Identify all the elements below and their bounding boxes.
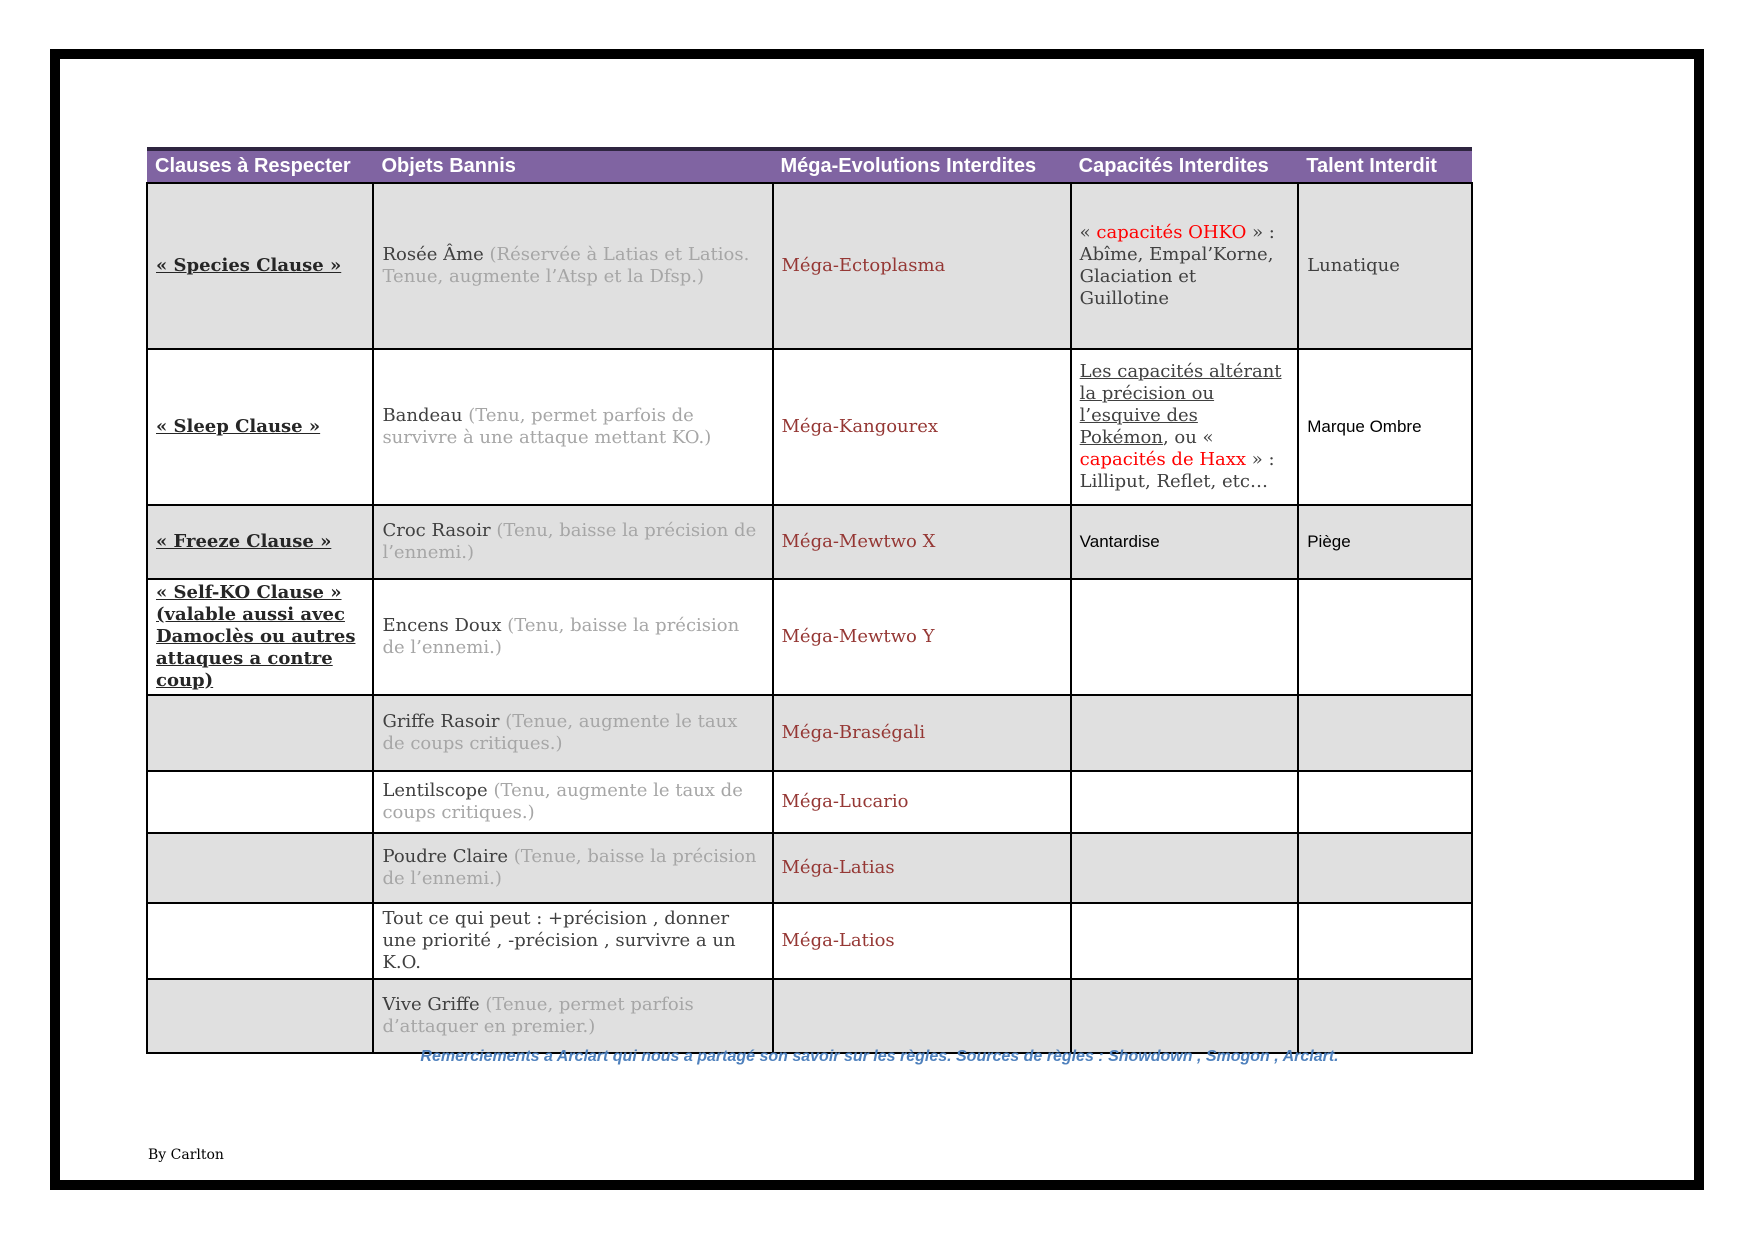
talent-text: Marque Ombre bbox=[1307, 417, 1422, 436]
capacite-highlight: capacités OHKO bbox=[1096, 222, 1247, 243]
objet-name: Tout ce qui peut : +précision , donner une priorité , -précision , survivre a un K.O. bbox=[382, 908, 736, 973]
objet-name: Encens Doux bbox=[382, 615, 502, 636]
mega-text: Méga-Braségali bbox=[781, 722, 926, 743]
header-mega: Méga-Evolutions Interdites bbox=[773, 149, 1071, 183]
objet-name: Griffe Rasoir bbox=[382, 711, 500, 732]
talent-cell bbox=[1298, 349, 1472, 505]
objet-cell bbox=[373, 695, 772, 771]
objet-note: (Tenue, permet parfois d’attaquer en premier.) bbox=[382, 994, 694, 1037]
table-row bbox=[147, 771, 1472, 833]
clause-cell bbox=[147, 349, 373, 505]
objet-cell bbox=[373, 349, 772, 505]
objet-cell bbox=[373, 579, 772, 695]
capacite-cell bbox=[1071, 979, 1299, 1053]
capacite-cell bbox=[1071, 183, 1299, 349]
capacite-highlight: capacités de Haxx bbox=[1079, 449, 1247, 470]
objet-name: Bandeau bbox=[382, 405, 463, 426]
capacite-text-a: « bbox=[1079, 222, 1097, 243]
mega-text: Méga-Latios bbox=[781, 930, 895, 951]
mega-cell bbox=[773, 505, 1071, 579]
talent-cell bbox=[1298, 903, 1472, 979]
header-talent: Talent Interdit bbox=[1298, 149, 1472, 183]
table-row bbox=[147, 505, 1472, 579]
table-row bbox=[147, 903, 1472, 979]
capacite-text-b: , ou « bbox=[1162, 427, 1214, 448]
capacite-cell bbox=[1071, 349, 1299, 505]
capacite-cell bbox=[1071, 833, 1299, 903]
mega-cell bbox=[773, 833, 1071, 903]
talent-cell bbox=[1298, 979, 1472, 1053]
mega-cell bbox=[773, 771, 1071, 833]
table-row bbox=[147, 183, 1472, 349]
talent-cell bbox=[1298, 695, 1472, 771]
mega-text: Méga-Mewtwo X bbox=[781, 531, 936, 552]
clause-cell bbox=[147, 695, 373, 771]
objet-note: (Tenu, baisse la précision de l’ennemi.) bbox=[382, 615, 740, 658]
capacite-cell bbox=[1071, 903, 1299, 979]
objet-name: Rosée Âme bbox=[382, 244, 484, 265]
capacite-cell bbox=[1071, 771, 1299, 833]
objet-note: (Réservée à Latias et Latios. Tenue, augmente l’Atsp et la Dfsp.) bbox=[382, 244, 750, 287]
mega-cell bbox=[773, 579, 1071, 695]
objet-name: Croc Rasoir bbox=[382, 520, 491, 541]
objet-cell bbox=[373, 979, 772, 1053]
talent-cell bbox=[1298, 833, 1472, 903]
talent-cell bbox=[1298, 183, 1472, 349]
clause-cell bbox=[147, 579, 373, 695]
talent-cell bbox=[1298, 771, 1472, 833]
objet-cell bbox=[373, 505, 772, 579]
capacite-text: Vantardise bbox=[1079, 532, 1160, 551]
clause-cell bbox=[147, 183, 373, 349]
clause-text: « Self-KO Clause » (valable aussi avec Damoclès ou autres attaques a contre coup) bbox=[156, 582, 356, 691]
mega-text: Méga-Lucario bbox=[781, 791, 909, 812]
table-row bbox=[147, 833, 1472, 903]
objet-note: (Tenue, augmente le taux de coups critiques.) bbox=[382, 711, 738, 754]
clause-text: « Freeze Clause » bbox=[156, 531, 332, 552]
talent-cell bbox=[1298, 579, 1472, 695]
objet-name: Vive Griffe bbox=[382, 994, 480, 1015]
capacite-cell bbox=[1071, 505, 1299, 579]
objet-cell bbox=[373, 903, 772, 979]
talent-text: Piège bbox=[1307, 532, 1351, 551]
mega-cell bbox=[773, 349, 1071, 505]
clause-cell bbox=[147, 979, 373, 1053]
table-row bbox=[147, 695, 1472, 771]
table-row bbox=[147, 349, 1472, 505]
header-clauses: Clauses à Respecter bbox=[147, 149, 373, 183]
mega-cell bbox=[773, 903, 1071, 979]
clause-text: « Species Clause » bbox=[156, 255, 342, 276]
table-row bbox=[147, 979, 1472, 1053]
author-byline: By Carlton bbox=[148, 1147, 224, 1163]
capacite-text-d: » : Lilliput, Reflet, etc… bbox=[1079, 449, 1275, 492]
rules-table bbox=[146, 147, 1473, 1054]
mega-cell bbox=[773, 979, 1071, 1053]
objet-note: (Tenu, baisse la précision de l’ennemi.) bbox=[382, 520, 757, 563]
mega-text: Méga-Ectoplasma bbox=[781, 255, 946, 276]
objet-cell bbox=[373, 771, 772, 833]
objet-name: Poudre Claire bbox=[382, 846, 509, 867]
acknowledgement-text: Remerciements a Arclart qui nous a partagé son savoir sur les règles. Sources de règles : Showdown , Smogon , Arclart. bbox=[420, 1048, 1339, 1065]
header-capacites: Capacités Interdites bbox=[1071, 149, 1299, 183]
clause-cell bbox=[147, 903, 373, 979]
table-row bbox=[147, 579, 1472, 695]
mega-cell bbox=[773, 183, 1071, 349]
mega-text: Méga-Kangourex bbox=[781, 416, 939, 437]
objet-note: (Tenu, permet parfois de survivre à une attaque mettant KO.) bbox=[382, 405, 712, 448]
clause-cell bbox=[147, 505, 373, 579]
talent-cell bbox=[1298, 505, 1472, 579]
mega-cell bbox=[773, 695, 1071, 771]
objet-name: Lentilscope bbox=[382, 780, 488, 801]
capacite-text-c: » : Abîme, Empal’Korne, Glaciation et Guillotine bbox=[1079, 222, 1275, 309]
capacite-cell bbox=[1071, 695, 1299, 771]
objet-note: (Tenue, baisse la précision de l’ennemi.) bbox=[382, 846, 757, 889]
clause-text: « Sleep Clause » bbox=[156, 416, 321, 437]
clause-cell bbox=[147, 833, 373, 903]
clause-cell bbox=[147, 771, 373, 833]
mega-text: Méga-Mewtwo Y bbox=[781, 626, 935, 647]
mega-text: Méga-Latias bbox=[781, 857, 895, 878]
capacite-text-a: Les capacités altérant la précision ou l’esquive des Pokémon bbox=[1079, 361, 1282, 448]
header-objets: Objets Bannis bbox=[373, 149, 772, 183]
talent-text: Lunatique bbox=[1307, 255, 1400, 276]
objet-cell bbox=[373, 183, 772, 349]
capacite-cell bbox=[1071, 579, 1299, 695]
objet-cell bbox=[373, 833, 772, 903]
objet-note: (Tenu, augmente le taux de coups critiques.) bbox=[382, 780, 743, 823]
table-header-row bbox=[147, 149, 1472, 183]
